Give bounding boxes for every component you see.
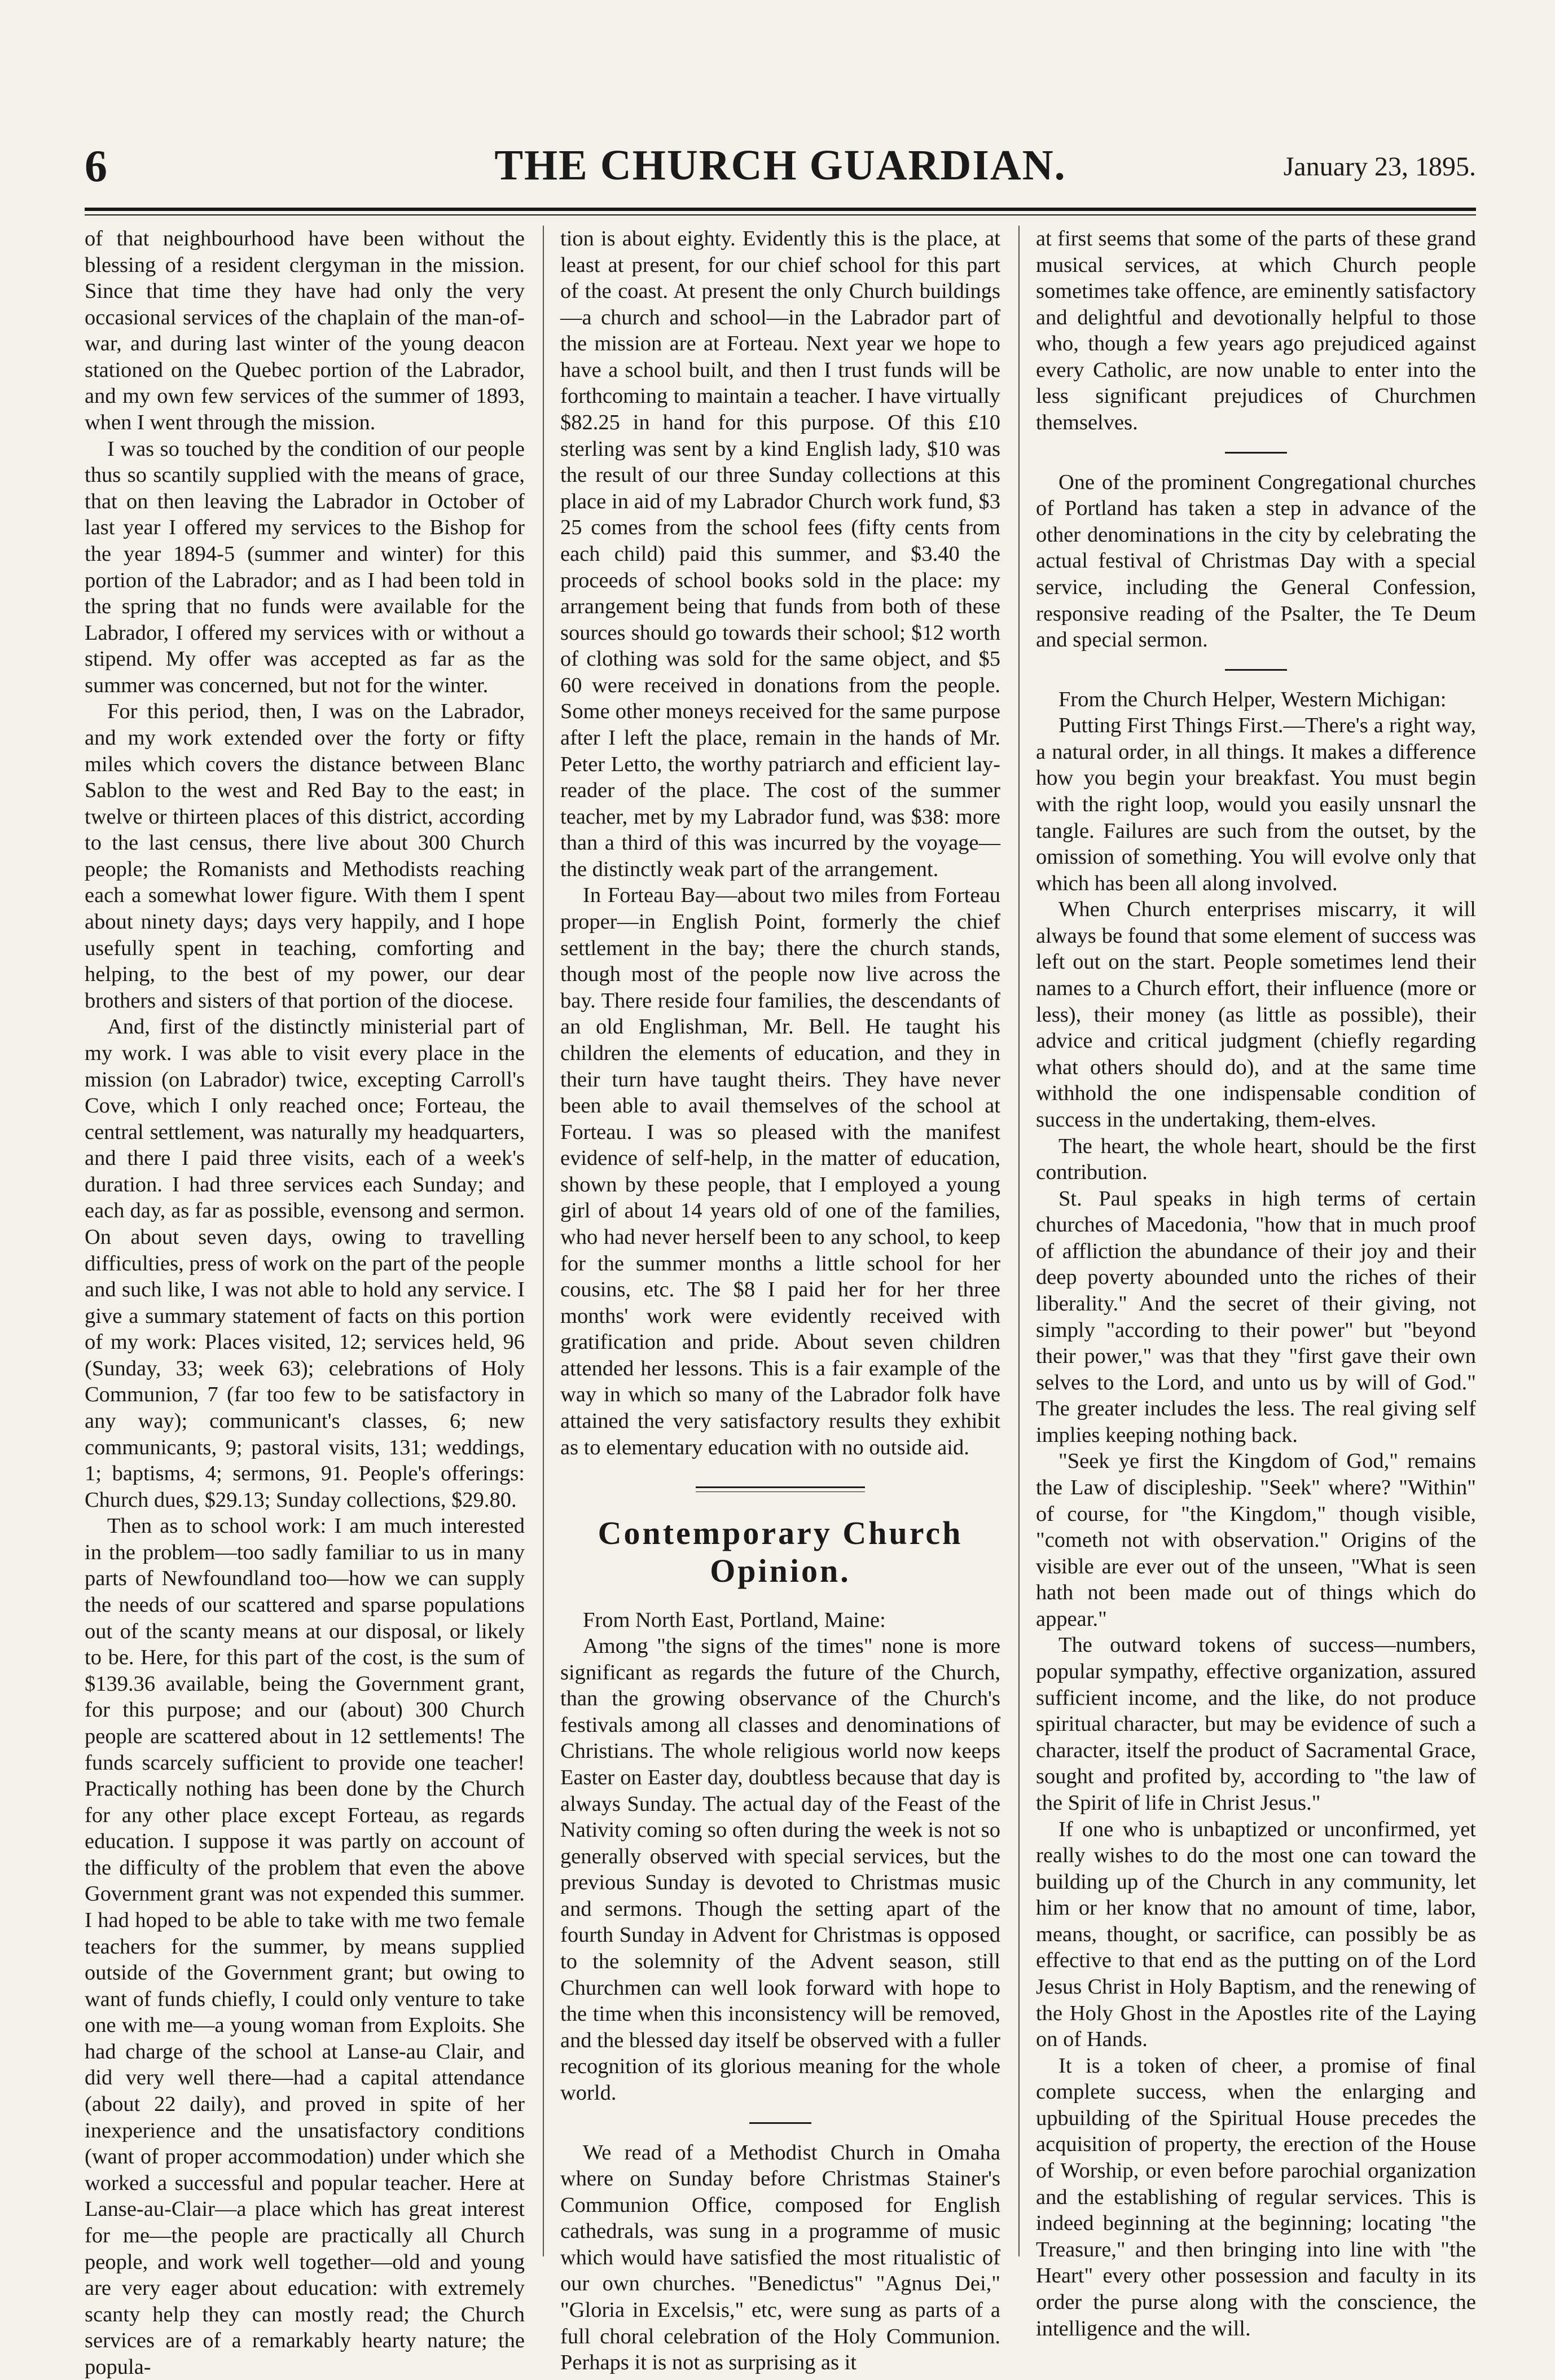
section-heading-line: Contemporary Church <box>598 1515 963 1552</box>
paragraph: Then as to school work: I am much interested in the problem—too sadly familiar to us in many parts of Newfoundland too—how we can supply the needs of our scattered and sparse populations out of the scanty means at our disposal, or likely to be. Here, for this part of the cost, is the sum of $139.36 available, being the Government grant, for this purpose; and our (about) 300 Church people are scattered about in 12 settlements! The funds scarcely sufficient to provide one teacher! Practically nothing has been done by the Church for any other place except Forteau, as regards education. I suppose it was partly on account of the difficulty of the problem that even the above Government grant was not expended this summer. I had hoped to be able to take with me two female teachers for the summer, by means supplied outside of the Government grant; but owing to want of funds chiefly, I could only venture to take one with me—a young woman from Exploits. She had charge of the school at Lanse-au Clair, and did very well there—had a capital attendance (about 22 daily), and proved in spite of her inexperience and the unsatisfactory conditions (want of proper accommodation) under which she worked a successful and popular teacher. Here at Lanse-au-Clair—a place which has great interest for me—the people are practically all Church people, and work well together—old and young are very eager about education: with extremely scanty help they can mostly read; the Church services are of a remarkably hearty nature; the popula- <box>85 1514 525 2379</box>
section-heading-line: Opinion. <box>710 1552 851 1589</box>
source-attribution: From North East, Portland, Maine: <box>583 1608 886 1632</box>
paragraph: It is a token of cheer, a promise of final complete success, when the enlarging and upbuilding of the Spiritual House precedes the acquisition of property, the erection of the House of Worship, or even before parochial organization and the establishing of regular services. This is indeed beginning at the beginning; locating "the Treasure," and then bringing into line with "the Heart" every other possession and faculty in its order the purse along with the conscience, the intelligence and the will. <box>1036 2053 1476 2341</box>
section-rule <box>696 1486 865 1488</box>
column-1 <box>85 226 525 2380</box>
masthead <box>85 141 1476 203</box>
column-divider <box>543 226 544 2256</box>
paragraph: One of the prominent Congregational churches of Portland has taken a step in advance of the other denominations in the city by celebrating the actual festival of Christmas Day with a special service, including the General Confession, responsive reading of the Psalter, the Te Deum and special sermon. <box>1036 470 1476 652</box>
column-2 <box>560 226 1000 2376</box>
column-3 <box>1036 226 1476 2342</box>
source-attribution: From the Church Helper, Western Michigan: <box>1058 687 1447 711</box>
paragraph: "Seek ye first the Kingdom of God," remains the Law of discipleship. "Seek" where? "Within" of course, for "the Kingdom," though visible, "cometh not with observation." Origins of the visible are ever out of the unseen, "What is seen hath not been made out of things which do appear." <box>1036 1449 1476 1631</box>
paragraph: Among "the signs of the times" none is more significant as regards the future of the Church, than the growing observance of the Church's festivals among all classes and denominations of Christians. The whole religious world now keeps Easter on Easter day, doubtless because that day is always Sunday. The actual day of the Feast of the Nativity coming so often during the week is not so generally observed with special services, but the previous Sunday is devoted to Christmas music and sermons. Though the setting apart of the fourth Sunday in Advent for Christmas is opposed to the solemnity of the Advent season, still Churchmen can well look forward with hope to the time when this inconsistency will be removed, and the blessed day itself be observed with a fuller recognition of its glorious meaning for the whole world. <box>560 1634 1000 2105</box>
paragraph: When Church enterprises miscarry, it will always be found that some element of success was left out on the start. People sometimes lend their names to a Church effort, their influence (more or less), their money (as little as possible), their advice and critical judgment (chiefly regarding what others should do), and at the same time withhold the one indispensable condition of success in the undertaking, them-elves. <box>1036 898 1476 1132</box>
masthead-rule-thin <box>85 214 1476 215</box>
paragraph: Putting First Things First.—There's a right way, a natural order, in all things. It makes a difference how you begin your breakfast. You must begin with the right loop, would you easily unsnarl the tangle. Failures are such from the outset, by the omission of something. You will evolve only that which has been all along involved. <box>1036 714 1476 895</box>
separator <box>749 2122 811 2124</box>
paragraph: at first seems that some of the parts of these grand musical services, at which Church people sometimes take offence, are eminently satisfactory and delightful and devotionally helpful to those who, though a few years ago prejudiced against every Catholic, are now unable to enter into the less significant prejudices of Churchmen themselves. <box>1036 227 1476 435</box>
section-heading <box>560 1515 1000 1590</box>
paragraph: of that neighbourhood have been without the blessing of a resident clergyman in the mission. Since that time they have had only the very occasional services of the chaplain of the man-of-war, and during last winter of the young deacon stationed on the Quebec portion of the Labrador, and my own few services of the summer of 1893, when I went through the mission. <box>85 227 525 435</box>
paragraph: St. Paul speaks in high terms of certain churches of Macedonia, "how that in much proof of affliction the abundance of their joy and their deep poverty abounded unto the riches of their liberality." And the secret of their giving, not simply "according to their power" but "beyond their power," was that they "first gave their own selves to the Lord, and unto us by will of God." The greater includes the less. The real giving self implies keeping nothing back. <box>1036 1186 1476 1447</box>
paragraph: For this period, then, I was on the Labrador, and my work extended over the forty or fifty miles which covers the distance between Blanc Sablon to the west and Red Bay to the east; in twelve or thirteen places of this district, according to the last census, there live about 300 Church people; the Romanists and Methodists reaching each a somewhat lower figure. With them I spent about ninety days; days very happily, and I hope usefully spent in teaching, comforting and helping, to the best of my power, our dear brothers and sisters of that portion of the diocese. <box>85 700 525 1013</box>
masthead-rule <box>85 208 1476 211</box>
paragraph: I was so touched by the condition of our people thus so scantily supplied with the means of grace, that on then leaving the Labrador in October of last year I offered my services to the Bishop for the year 1894-5 (summer and winter) for this portion of the Labrador; and as I had been told in the spring that no funds were available for the Labrador, I offered my services with or without a stipend. My offer was accepted as far as the summer was concerned, but not for the winter. <box>85 437 525 697</box>
paragraph: If one who is unbaptized or unconfirmed, yet really wishes to do the most one can toward the building up of the Church in any community, let him or her know that no amount of time, labor, means, thought, or sacrifice, can possibly be as effective to that end as the putting on of the Lord Jesus Christ in Holy Baptism, and the renewing of the Holy Ghost in the Apostles rite of the Laying on of Hands. <box>1036 1817 1476 2052</box>
separator <box>1225 669 1287 671</box>
separator <box>1225 452 1287 454</box>
paragraph: In Forteau Bay—about two miles from Forteau proper—in English Point, formerly the chief settlement in the bay; there the church stands, though most of the people now live across the bay. There reside four families, the descendants of an old Englishman, Mr. Bell. He taught his children the elements of education, and they in their turn have taught theirs. They have never been able to avail themselves of the school at Forteau. I was so pleased with the manifest evidence of self-help, in the matter of education, shown by these people, that I employed a young girl of about 14 years old of one of the families, who had never herself been to any school, to keep for the summer months a little school for her cousins, etc. The $8 I paid her for her three months' work were evidently received with gratification and pride. About seven children attended her lessons. This is a fair example of the way in which so many of the Labrador folk have attained the very satisfactory results they exhibit as to elementary education with no outside aid. <box>560 883 1000 1459</box>
newspaper-title: THE CHURCH GUARDIAN. <box>494 142 1066 189</box>
page-number: 6 <box>85 142 107 191</box>
paragraph: tion is about eighty. Evidently this is the place, at least at present, for our chief school for this part of the coast. At present the only Church buildings—a church and school—in the Labrador part of the mission are at Forteau. Next year we hope to have a school built, and then I trust funds will be forthcoming to maintain a teacher. I have virtually $82.25 in hand for this purpose. Of this £10 sterling was sent by a kind English lady, $10 was the result of our three Sunday collections at this place in aid of my Labrador Church work fund, $3 25 comes from the school fees (fifty cents from each child) paid this summer, and $3.40 the proceeds of school books sold in the place: my arrangement being that funds from both of these sources should go towards their school; $12 worth of clothing was sold for the same object, and $5 60 were received in donations from the people. Some other moneys received for the same purpose after I left the place, remain in the hands of Mr. Peter Letto, the worthy patriarch and efficient lay-reader of the place. The cost of the summer teacher, met by my Labrador fund, was $38: more than a third of this was incurred by the voyage—the distinctly weak part of the arrangement. <box>560 227 1000 881</box>
column-divider <box>1018 226 1020 2256</box>
paragraph: The heart, the whole heart, should be the first contribution. <box>1036 1134 1476 1185</box>
paragraph: And, first of the distinctly ministerial part of my work. I was able to visit every place in the mission (on Labrador) twice, excepting Carroll's Cove, which I only reached once; Forteau, the central settlement, was naturally my headquarters, and there I paid three visits, each of a week's duration. I had three services each Sunday; and each day, as far as possible, evensong and sermon. On about seven days, owing to travelling difficulties, press of work on the part of the people and such like, I was not able to hold any service. I give a summary statement of facts on this portion of my work: Places visited, 12; services held, 96 (Sunday, 33; week 63); celebrations of Holy Communion, 7 (far too few to be satisfactory in any way); communicant's classes, 6; new communicants, 9; pastoral visits, 131; weddings, 1; baptisms, 4; sermons, 91. People's offerings: Church dues, $29.13; Sunday collections, $29.80. <box>85 1015 525 1512</box>
paragraph: We read of a Methodist Church in Omaha where on Sunday before Christmas Stainer's Communion Office, composed for English cathedrals, was sung in a programme of music which would have satisfied the most ritualistic of our own churches. "Benedictus" "Agnus Dei," "Gloria in Excelsis," etc, were sung as parts of a full choral celebration of the Holy Communion. Perhaps it is not as surprising as it <box>560 2140 1000 2375</box>
issue-date: January 23, 1895. <box>1283 152 1476 182</box>
paragraph: The outward tokens of success—numbers, popular sympathy, effective organization, assured sufficient income, and the like, do not produce spiritual character, but may be evidence of such a character, itself the product of Sacramental Grace, sought and profited by, according to "the law of the Spirit of life in Christ Jesus." <box>1036 1633 1476 1815</box>
